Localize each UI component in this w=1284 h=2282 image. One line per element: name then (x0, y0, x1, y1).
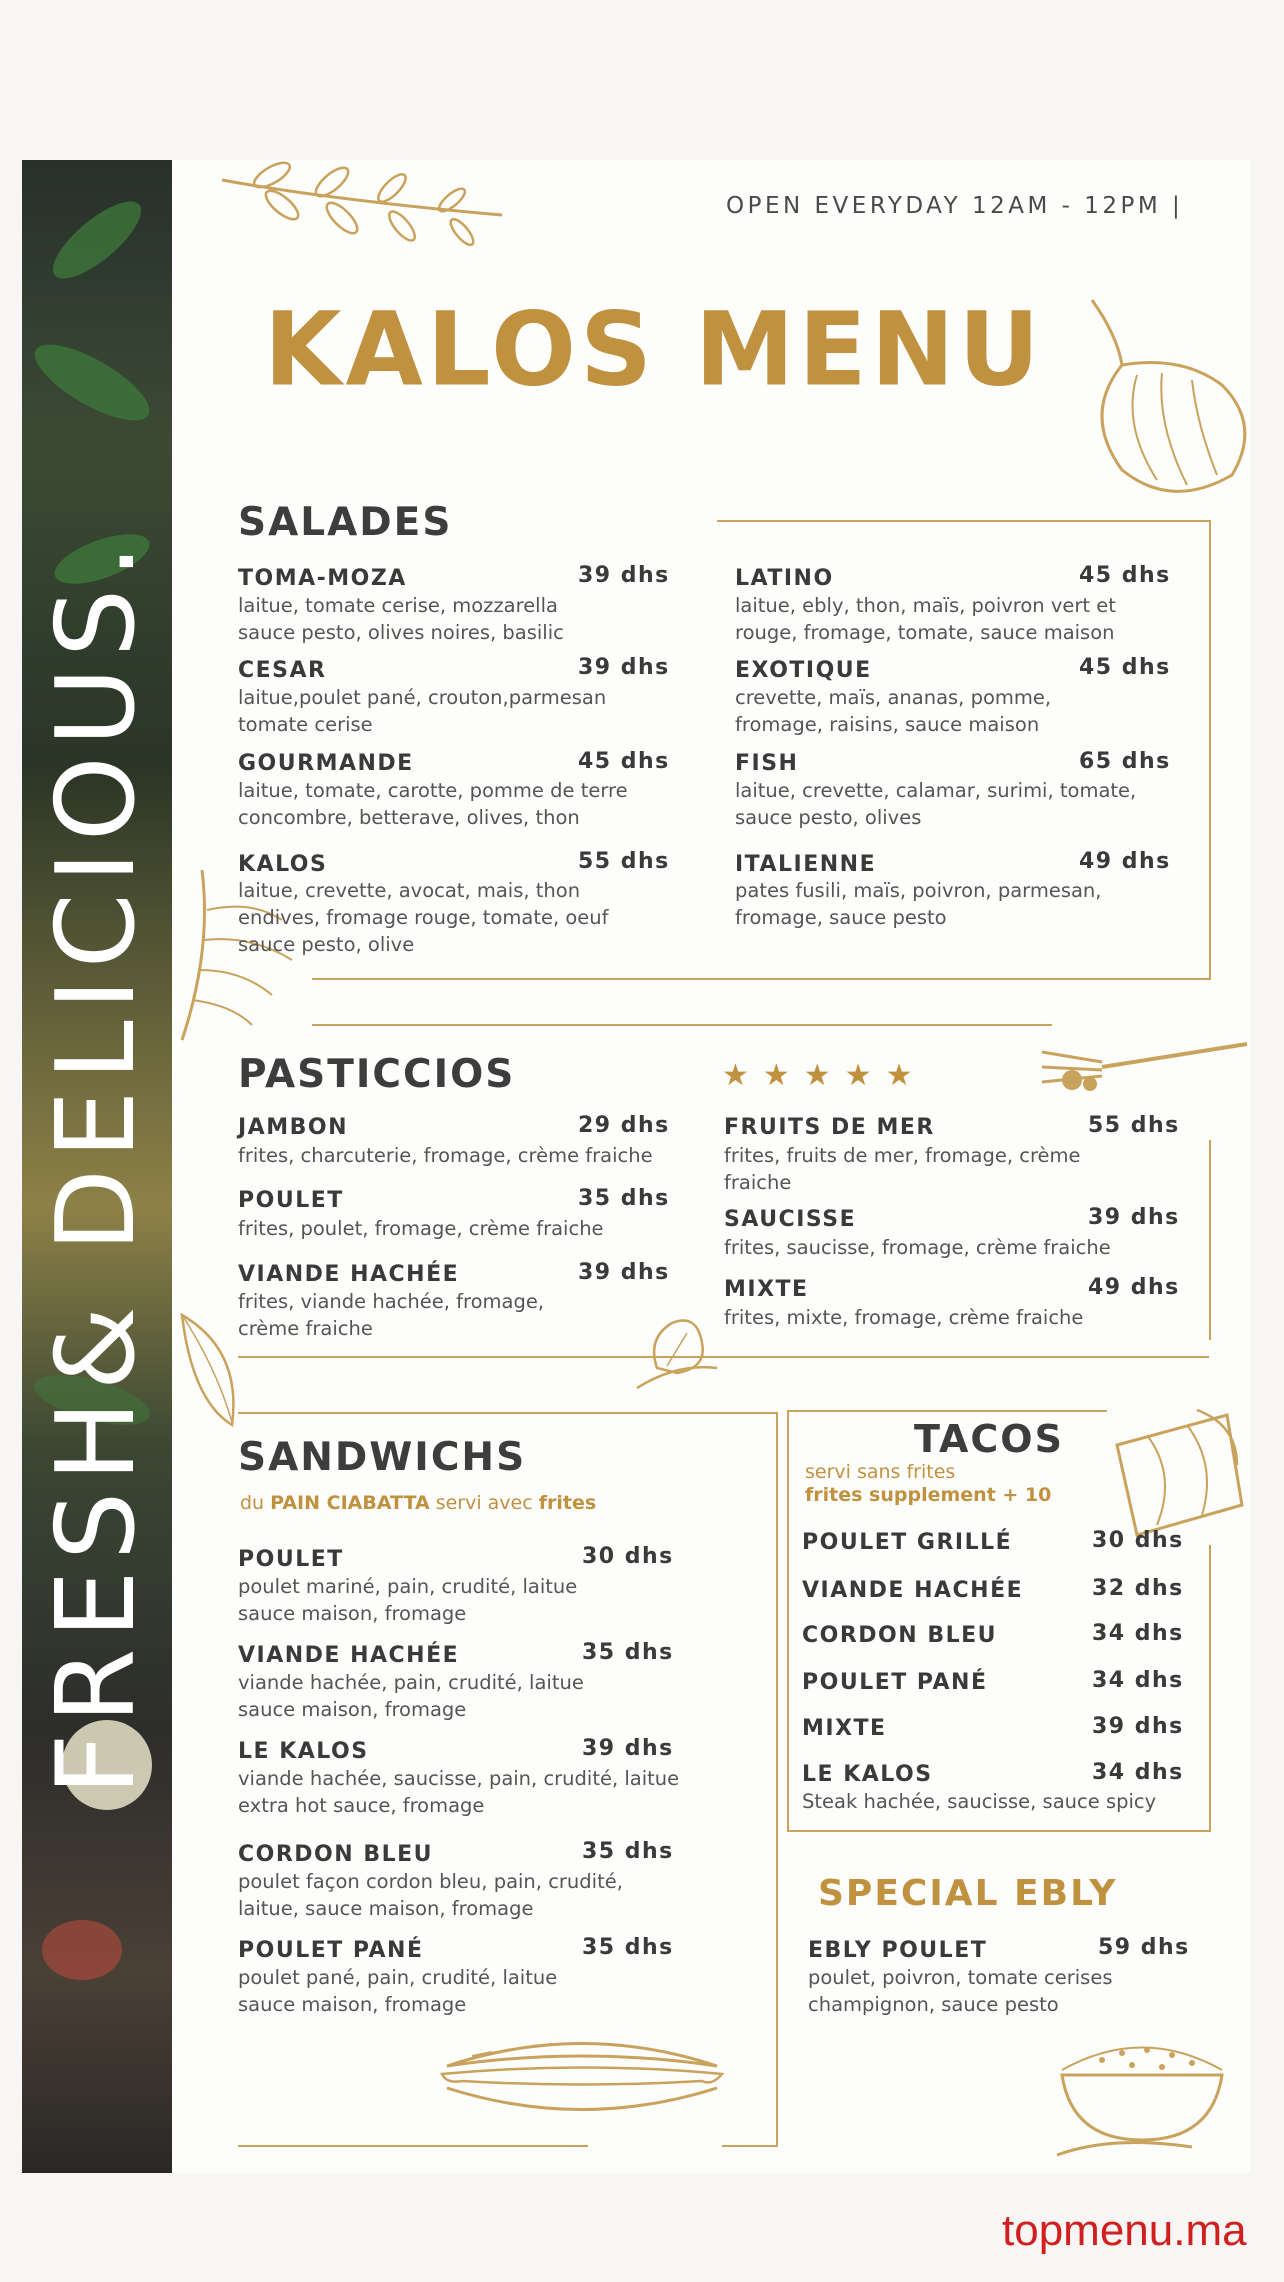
note-text: servi avec (429, 1492, 539, 1514)
tacos-frame-left (787, 1410, 789, 1832)
menu-item-name: MIXTE (724, 1277, 809, 1302)
sandwichs-frame-bottom-left (238, 2145, 588, 2147)
tacos-wrap-icon (1107, 1405, 1247, 1545)
menu-item-name: VIANDE HACHÉE (802, 1578, 1024, 1603)
menu-item-price: 35 dhs (578, 1186, 670, 1211)
menu-item-name: JAMBON (238, 1115, 348, 1140)
menu-sheet (22, 160, 1250, 2173)
menu-item-price: 39 dhs (1088, 1205, 1180, 1230)
tacos-note: servi sans frites (805, 1461, 956, 1483)
menu-item-desc: sauce maison, fromage (238, 1993, 467, 2016)
pasticcios-top-rule (312, 1024, 1052, 1026)
sandwichs-note (240, 1492, 596, 1514)
fork-icon (1032, 1032, 1250, 1102)
menu-item-price: 49 dhs (1079, 849, 1171, 874)
menu-item-price: 55 dhs (1088, 1113, 1180, 1138)
tacos-fries-supplement: frites supplement + 10 (805, 1484, 1052, 1506)
herb-branch-icon (212, 160, 512, 270)
menu-item-desc: frites, viande hachée, fromage, (238, 1290, 545, 1313)
pasticcios-frame-bottom (238, 1356, 1209, 1358)
menu-item-price: 29 dhs (578, 1113, 670, 1138)
watermark-link[interactable]: topmenu.ma (1002, 2206, 1247, 2255)
menu-item-price: 49 dhs (1088, 1275, 1180, 1300)
opening-hours: OPEN EVERYDAY 12AM - 12PM | (726, 193, 1184, 219)
sandwichs-frame-bottom-right (722, 2145, 778, 2147)
menu-item-name: VIANDE HACHÉE (238, 1262, 460, 1287)
menu-item-desc: sauce maison, fromage (238, 1698, 467, 1721)
menu-item-desc: fromage, raisins, sauce maison (735, 713, 1040, 736)
menu-item-name: SAUCISSE (724, 1207, 857, 1232)
menu-item-desc: sauce maison, fromage (238, 1602, 467, 1625)
menu-item-name: EXOTIQUE (735, 658, 872, 683)
menu-item-name: FISH (735, 751, 799, 776)
menu-item-name: GOURMANDE (238, 751, 414, 776)
menu-item-price: 39 dhs (578, 1260, 670, 1285)
onion-icon (1062, 295, 1250, 505)
menu-item-price: 30 dhs (582, 1544, 674, 1569)
menu-item-name: POULET PANÉ (802, 1670, 988, 1695)
menu-item-desc: viande hachée, pain, crudité, laitue (238, 1671, 584, 1694)
menu-item-price: 45 dhs (1079, 563, 1171, 588)
menu-item-desc: laitue,poulet pané, crouton,parmesan (238, 686, 607, 709)
menu-item-name: FRUITS DE MER (724, 1115, 935, 1140)
menu-item-price: 34 dhs (1092, 1760, 1184, 1785)
menu-item-price: 39 dhs (1092, 1714, 1184, 1739)
menu-item-desc: poulet pané, pain, crudité, laitue (238, 1966, 558, 1989)
menu-item-price: 35 dhs (582, 1839, 674, 1864)
parsley-icon (627, 1308, 722, 1398)
menu-item-price: 55 dhs (578, 849, 670, 874)
menu-item-name: POULET GRILLÉ (802, 1530, 1013, 1555)
note-text: du (240, 1492, 271, 1514)
menu-item-price: 35 dhs (582, 1935, 674, 1960)
menu-item-name: ITALIENNE (735, 852, 877, 877)
menu-item-desc: laitue, crevette, calamar, surimi, tomate, (735, 779, 1137, 802)
menu-item-desc: fraiche (724, 1171, 792, 1194)
menu-item-desc: fromage, sauce pesto (735, 906, 947, 929)
menu-item-desc: pates fusili, maïs, poivron, parmesan, (735, 879, 1102, 902)
menu-item-price: 59 dhs (1098, 1935, 1190, 1960)
menu-item-name: MIXTE (802, 1716, 887, 1741)
tacos-frame-bottom (787, 1830, 1211, 1832)
menu-item-desc: crème fraiche (238, 1317, 373, 1340)
menu-item-name: CORDON BLEU (238, 1842, 434, 1867)
menu-item-desc: extra hot sauce, fromage (238, 1794, 485, 1817)
menu-item-desc: laitue, ebly, thon, maïs, poivron vert et (735, 594, 1116, 617)
menu-item-desc: viande hachée, saucisse, pain, crudité, laitue (238, 1767, 680, 1790)
salades-frame-right (1209, 520, 1211, 980)
rating-stars: ★★★★★ (722, 1058, 927, 1093)
menu-item-price: 39 dhs (578, 563, 670, 588)
menu-item-name: VIANDE HACHÉE (238, 1643, 460, 1668)
menu-item-name: LE KALOS (802, 1762, 933, 1787)
menu-item-desc: frites, poulet, fromage, crème fraiche (238, 1217, 604, 1240)
menu-item-price: 65 dhs (1079, 749, 1171, 774)
menu-item-desc: laitue, crevette, avocat, mais, thon (238, 879, 581, 902)
menu-item-name: LATINO (735, 566, 834, 591)
section-title-special-ebly: SPECIAL EBLY (818, 1873, 1118, 1914)
menu-item-desc: frites, fruits de mer, fromage, crème (724, 1144, 1081, 1167)
section-title-salades: SALADES (238, 500, 453, 545)
pasticcios-frame-right (1209, 1140, 1211, 1340)
menu-item-price: 45 dhs (1079, 655, 1171, 680)
note-bread: PAIN CIABATTA (270, 1492, 430, 1514)
section-title-sandwichs: SANDWICHS (238, 1435, 527, 1480)
menu-item-desc: laitue, tomate, carotte, pomme de terre (238, 779, 628, 802)
menu-item-desc: tomate cerise (238, 713, 373, 736)
section-title-pasticcios: PASTICCIOS (238, 1052, 516, 1097)
salades-frame-bottom (312, 978, 1211, 980)
menu-item-desc: sauce pesto, olives (735, 806, 922, 829)
menu-item-name: KALOS (238, 852, 328, 877)
sandwichs-frame-right (776, 1412, 778, 2147)
menu-item-price: 34 dhs (1092, 1621, 1184, 1646)
menu-item-desc: poulet façon cordon bleu, pain, crudité, (238, 1870, 623, 1893)
menu-item-desc: poulet mariné, pain, crudité, laitue (238, 1575, 578, 1598)
salades-frame-top (717, 520, 1211, 522)
sandwichs-frame-top (238, 1412, 778, 1414)
menu-item-desc: endives, fromage rouge, tomate, oeuf (238, 906, 609, 929)
menu-item-desc: frites, mixte, fromage, crème fraiche (724, 1306, 1084, 1329)
sandwich-icon (432, 2026, 732, 2126)
note-fries: frites (538, 1492, 597, 1514)
tacos-frame-top (787, 1410, 1107, 1412)
menu-item-name: POULET PANÉ (238, 1938, 424, 1963)
menu-title: KALOS MENU (264, 289, 1044, 410)
tacos-frame-right (1209, 1545, 1211, 1832)
menu-item-name: LE KALOS (238, 1739, 369, 1764)
menu-item-desc: Steak hachée, saucisse, sauce spicy (802, 1790, 1157, 1813)
ebly-bowl-icon (1052, 2015, 1232, 2165)
menu-item-price: 39 dhs (578, 655, 670, 680)
menu-item-name: POULET (238, 1547, 344, 1572)
menu-item-desc: champignon, sauce pesto (808, 1993, 1059, 2016)
menu-item-desc: frites, charcuterie, fromage, crème fraiche (238, 1144, 653, 1167)
menu-item-name: CESAR (238, 658, 327, 683)
menu-item-price: 45 dhs (578, 749, 670, 774)
menu-item-price: 32 dhs (1092, 1576, 1184, 1601)
menu-item-price: 30 dhs (1092, 1528, 1184, 1553)
menu-item-desc: poulet, poivron, tomate cerises (808, 1966, 1113, 1989)
menu-item-name: EBLY POULET (808, 1938, 988, 1963)
menu-item-desc: sauce pesto, olive (238, 933, 415, 956)
menu-item-desc: rouge, fromage, tomate, sauce maison (735, 621, 1115, 644)
side-photo-strip (22, 160, 172, 2173)
menu-item-desc: laitue, tomate cerise, mozzarella (238, 594, 558, 617)
menu-item-desc: sauce pesto, olives noires, basilic (238, 621, 564, 644)
menu-item-price: 39 dhs (582, 1736, 674, 1761)
menu-item-desc: frites, saucisse, fromage, crème fraiche (724, 1236, 1111, 1259)
menu-item-desc: crevette, maïs, ananas, pomme, (735, 686, 1052, 709)
menu-item-name: CORDON BLEU (802, 1623, 998, 1648)
menu-item-price: 34 dhs (1092, 1668, 1184, 1693)
menu-item-name: TOMA-MOZA (238, 566, 407, 591)
side-slogan: FRESH& DELICIOUS. (34, 534, 159, 1796)
section-title-tacos: TACOS (914, 1417, 1064, 1461)
menu-item-desc: concombre, betterave, olives, thon (238, 806, 580, 829)
menu-item-price: 35 dhs (582, 1640, 674, 1665)
menu-item-desc: laitue, sauce maison, fromage (238, 1897, 534, 1920)
menu-item-name: POULET (238, 1188, 344, 1213)
